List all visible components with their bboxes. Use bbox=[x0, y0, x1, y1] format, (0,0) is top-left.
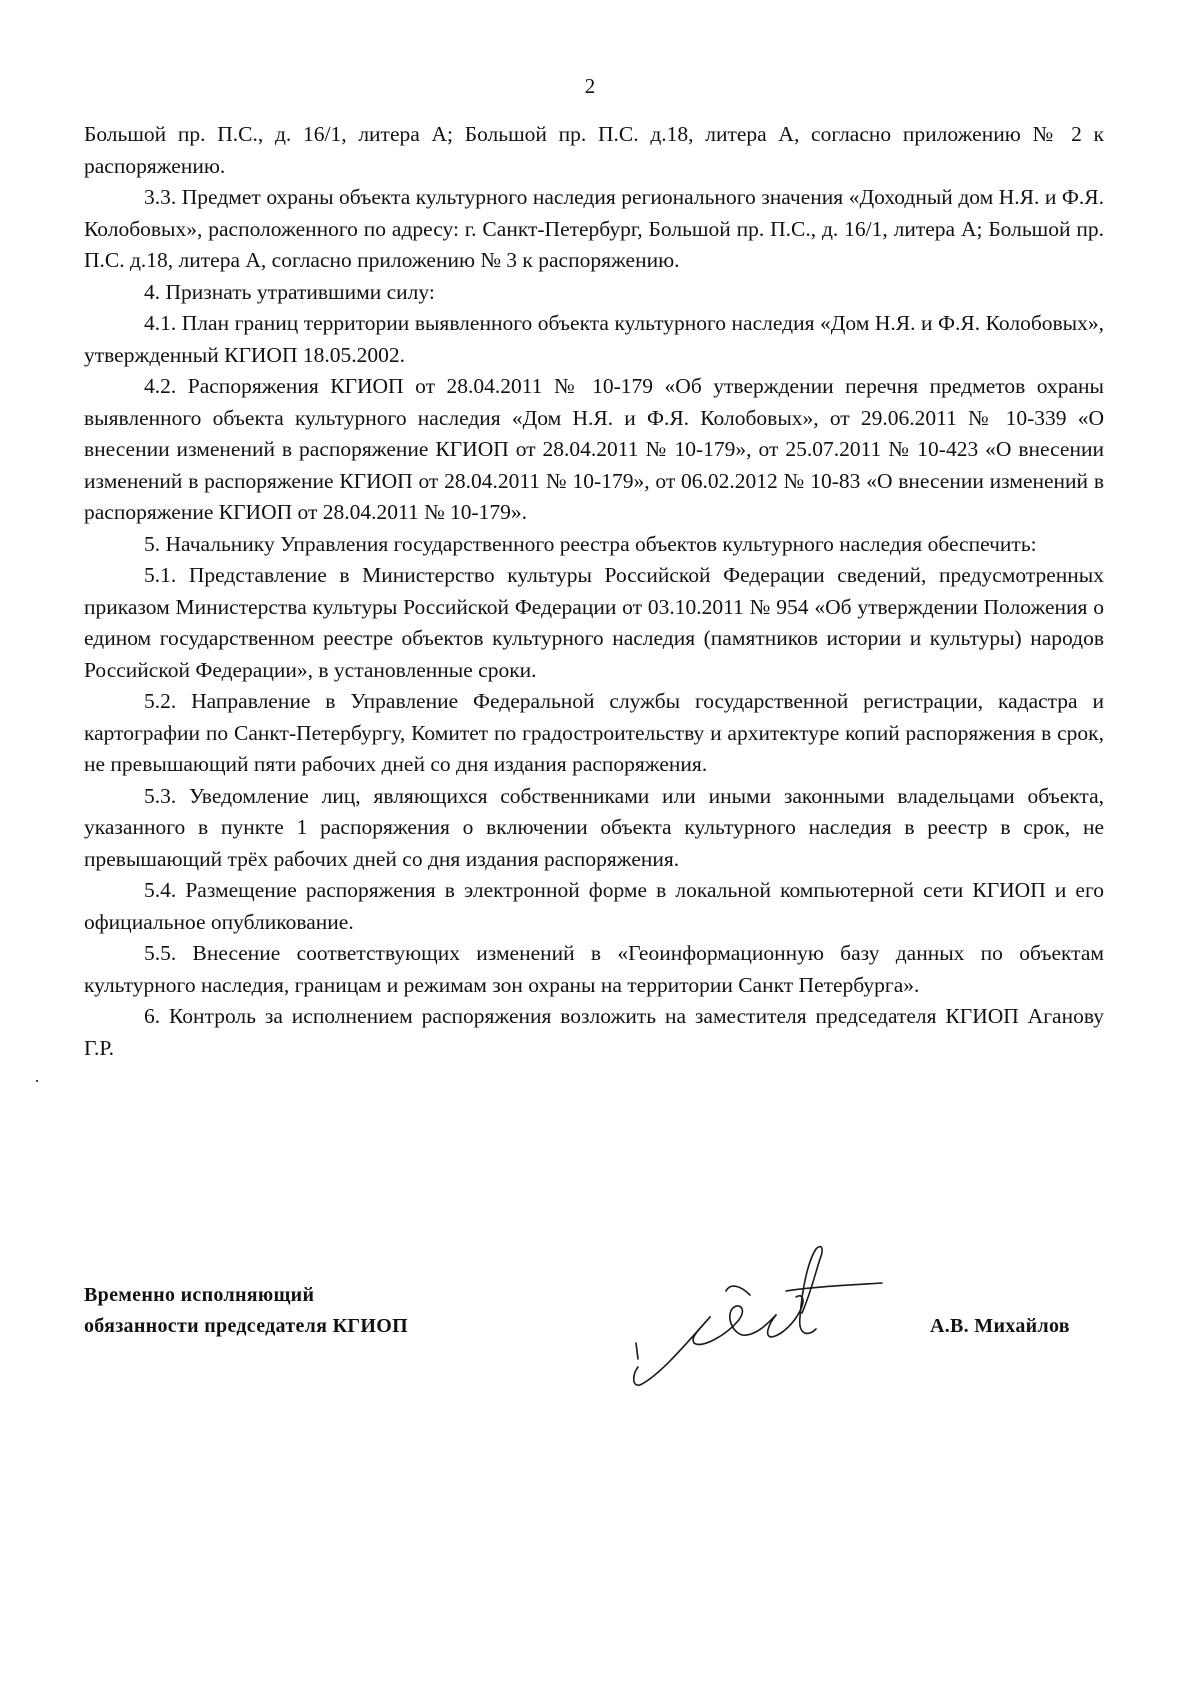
paragraph-4-1-territory-plan: 4.1. План границ территории выявленного объекта культурного наследия «Дом Н.Я. и Ф.Я. Колобовых», утвержденный КГИОП 18.05.2002. bbox=[84, 311, 1104, 367]
scan-speck bbox=[36, 1080, 38, 1082]
signatory-name: А.В. Михайлов bbox=[930, 1315, 1070, 1337]
signatory-position-line-2: обязанности председателя КГИОП bbox=[84, 1315, 408, 1337]
paragraph-5-1-ministry: 5.1. Представление в Министерство культуры Российской Федерации сведений, предусмотренных приказом Министерства культуры Российской Федерации от 03.10.2011 № 954 «Об утверждении Положения о едином государственном реестре объектов культурного наследия (памятников истории и культуры) народов Российской Федерации», в установленные сроки. bbox=[84, 563, 1104, 682]
paragraph-5-registry-head: 5. Начальнику Управления государственного реестра объектов культурного наследия обеспечить: bbox=[144, 531, 1037, 556]
document-body bbox=[84, 119, 1104, 1064]
handwritten-signature bbox=[630, 1225, 910, 1395]
page-number: 2 bbox=[584, 74, 596, 98]
paragraph-5-3-owners-notice: 5.3. Уведомление лиц, являющихся собственниками или иными законными владельцами объекта, указанного в пункте 1 распоряжения о включении объекта культурного наследия в реестр в срок, не превышающий трёх рабочих дней со дня издания распоряжения. bbox=[84, 783, 1104, 871]
paragraph-4-2-orders: 4.2. Распоряжения КГИОП от 28.04.2011 № 10-179 «Об утверждении перечня предметов охраны выявленного объекта культурного наследия «Дом Н.Я. и Ф.Я. Колобовых», от 29.06.2011 № 10-339 «О внесении изменений в распоряжение КГИОП от 28.04.2011 № 10-179», от 25.07.2011 № 10-423 «О внесении изменений в распоряжение КГИОП от 28.04.2011 № 10-179», от 06.02.2012 № 10-83 «О внесении изменений в распоряжение КГИОП от 28.04.2011 № 10-179». bbox=[84, 374, 1104, 524]
signatory-position bbox=[84, 1280, 408, 1342]
paragraph-5-5-geodatabase: 5.5. Внесение соответствующих изменений в «Геоинформационную базу данных по объектам культурного наследия, границам и режимам зон охраны на территории Санкт Петербурга». bbox=[84, 941, 1104, 997]
paragraph-3-3-protection-subject: 3.3. Предмет охраны объекта культурного наследия регионального значения «Доходный дом Н.Я. и Ф.Я. Колобовых», расположенного по адресу: г. Санкт-Петербург, Большой пр. П.С., д. 16/1, литера А; Большой пр. П.С. д.18, литера А, согласно приложению № 3 к распоряжению. bbox=[84, 185, 1104, 272]
paragraph-6-control: 6. Контроль за исполнением распоряжения возложить на заместителя председателя КГИОП Аганову Г.Р. bbox=[84, 1004, 1104, 1060]
paragraph-continuation: Большой пр. П.С., д. 16/1, литера А; Большой пр. П.С. д.18, литера А, согласно приложению № 2 к распоряжению. bbox=[84, 122, 1104, 178]
signatory-position-line-1: Временно исполняющий bbox=[84, 1284, 315, 1306]
paragraph-5-2-registration-service: 5.2. Направление в Управление Федеральной службы государственной регистрации, кадастра и картографии по Санкт-Петербургу, Комитет по градостроительству и архитектуре копий распоряжения в срок, не превышающий пяти рабочих дней со дня издания распоряжения. bbox=[84, 689, 1104, 776]
paragraph-5-4-publication: 5.4. Размещение распоряжения в электронной форме в локальной компьютерной сети КГИОП и его официальное опубликование. bbox=[84, 878, 1104, 934]
paragraph-4-repeal: 4. Признать утратившими силу: bbox=[144, 279, 435, 304]
